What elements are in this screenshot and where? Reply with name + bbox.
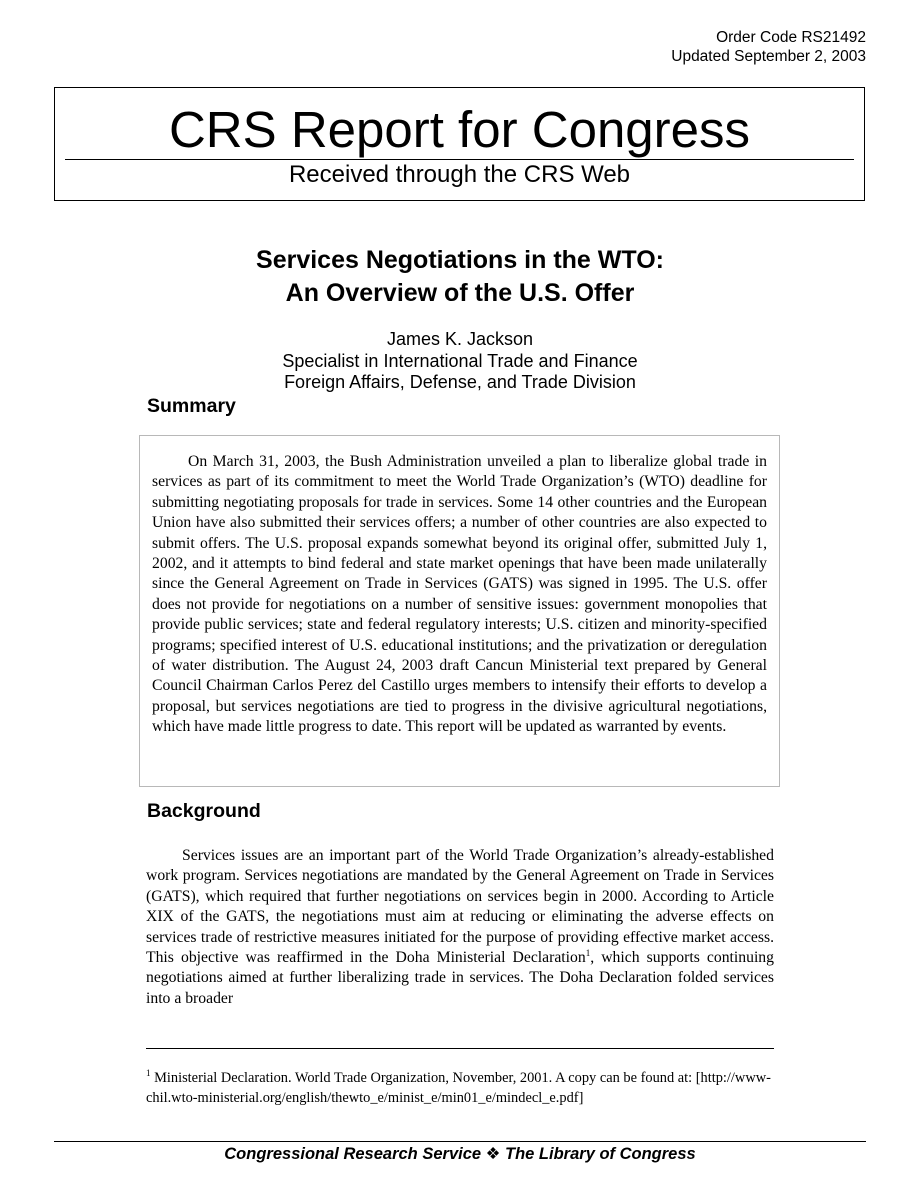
report-title-line-1: Services Negotiations in the WTO: xyxy=(256,246,664,274)
footer-text: Congressional Research Service ❖ The Library of Congress xyxy=(224,1145,696,1163)
order-code-block xyxy=(671,28,866,66)
footnote-reference[interactable]: 1 xyxy=(585,947,591,958)
footnote-text: Ministerial Declaration. World Trade Organization, November, 2001. A copy can be found at: [http://www-chil.wto-ministerial.org/english/thewto_e/minist_e/min01_e/mindecl_e.pdf] xyxy=(146,1070,771,1106)
masthead xyxy=(54,87,865,201)
summary-heading: Summary xyxy=(147,395,236,417)
footnote-marker: 1 xyxy=(146,1068,151,1079)
report-title xyxy=(0,244,920,310)
footer-divider xyxy=(54,1141,866,1142)
footnote-divider xyxy=(146,1048,774,1049)
author-position: Specialist in International Trade and Finance xyxy=(282,350,638,371)
author-division: Foreign Affairs, Defense, and Trade Division xyxy=(284,372,636,392)
summary-text: On March 31, 2003, the Bush Administration unveiled a plan to liberalize global trade in services as part of its commitment to meet the World Trade Organization’s (WTO) deadline for submitting negotiating proposals for trade in services. Some 14 other countries and the European Union have also submitted their services offers; a number of other countries are also expected to submit offers. The U.S. proposal expands somewhat beyond its original offer, submitted July 1, 2002, and it attempts to bind federal and state market openings that have been made unilaterally since the General Agreement on Trade in Services (GATS) was signed in 1995. The U.S. offer does not provide for negotiations on a number of sensitive issues: government monopolies that provide public services; state and federal regulatory interests; U.S. citizen and minority-specified programs; specified interest of U.S. educational institutions; and the privatization or deregulation of water distribution. The August 24, 2003 draft Cancun Ministerial text prepared by General Council Chairman Carlos Perez del Castillo urges members to intensify their efforts to develop a proposal, but services negotiations are tied to progress in the divisive agricultural negotiations, which have made little progress to date. This report will be updated as warranted by events. xyxy=(152,453,767,736)
footnote xyxy=(146,1068,774,1108)
summary-box xyxy=(139,435,780,787)
background-text-part-2: , which supports continuing negotiations aimed at further liberalizing trade in services. The Doha Declaration folded services into a broader xyxy=(146,949,774,1007)
updated-date: Updated September 2, 2003 xyxy=(671,48,866,65)
background-text-part-1: Services issues are an important part of the World Trade Organization’s already-established work program. Services negotiations are mandated by the General Agreement on Trade in Services (GATS), which required that further negotiations on services begin in 2000. According to Article XIX of the GATS, the negotiations must aim at reducing or eliminating the adverse effects on services trade of restrictive measures initiated for the purpose of providing effective market access. This objective was reaffirmed in the Doha Ministerial Declaration xyxy=(146,847,774,967)
order-code: Order Code RS21492 xyxy=(716,29,866,46)
masthead-subtitle: Received through the CRS Web xyxy=(288,161,631,188)
author-block xyxy=(0,329,920,394)
author-name: James K. Jackson xyxy=(386,329,534,349)
masthead-title: CRS Report for Congress xyxy=(168,101,751,158)
background-heading: Background xyxy=(147,800,261,822)
background-paragraph xyxy=(146,846,774,1009)
report-title-line-2: An Overview of the U.S. Offer xyxy=(285,279,635,307)
